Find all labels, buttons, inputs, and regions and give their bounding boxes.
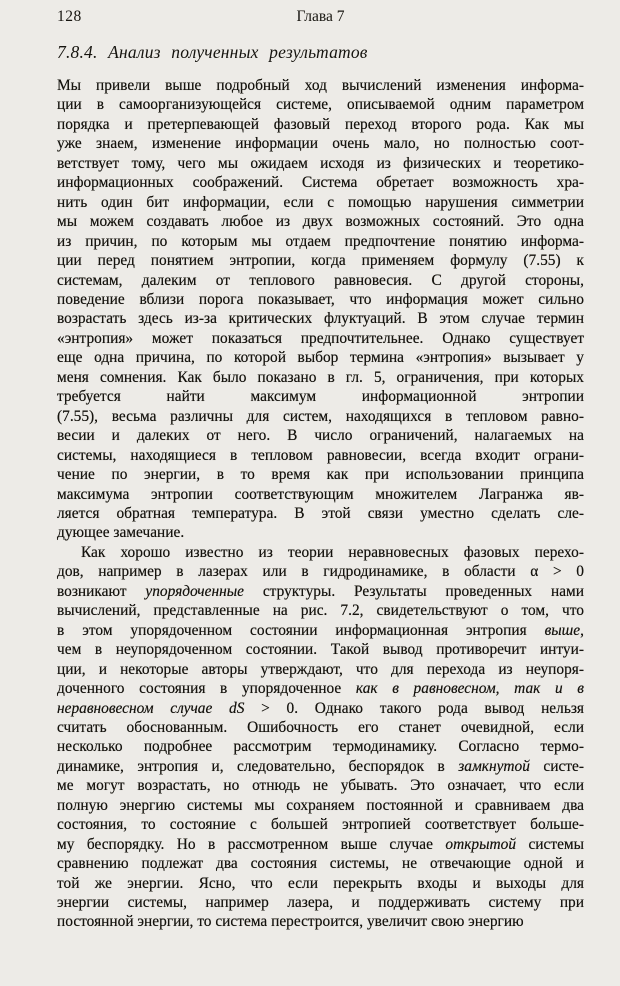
text-segment: энергии системы, например лазера, и поддерживать систему при: [57, 894, 584, 912]
text-segment: той же энергии. Ясно, что если перекрыть входы и выходы для: [57, 874, 584, 892]
page-content: [57, 0, 584, 932]
text-line: [57, 232, 584, 251]
page-header: [57, 8, 584, 28]
text-segment: Как хорошо известно из теории неравновесных фазовых перехо-: [81, 543, 584, 561]
text-segment: постоянной энергии, то система перестроится, увеличит свою энергию: [57, 913, 524, 931]
text-segment: уже знаем, изменение информации очень мало, но полностью соот-: [57, 135, 584, 153]
text-line: [57, 912, 584, 931]
text-segment: Мы привели выше подробный ход вычислений изменения информа-: [57, 77, 584, 94]
text-segment: дов, например в лазерах или в гидродинамике, в области α > 0: [57, 563, 584, 581]
text-segment: порядка и претерпевающей фазовый переход второго рода. Как мы: [57, 115, 584, 133]
text-line: [57, 737, 584, 756]
emphasized-text: выше: [544, 621, 581, 639]
text-line: [57, 582, 584, 601]
text-segment: ции перед понятием энтропии, когда применяем формулу (7.55) к: [57, 252, 584, 270]
text-line: [57, 815, 584, 834]
text-segment: из причин, по которым мы отдаем предпочтение понятию информа-: [57, 232, 584, 250]
text-segment: еще одна причина, по которой выбор термина «энтропия» вызывает у: [57, 349, 584, 367]
text-line: [57, 212, 584, 231]
text-segment: чем в неупорядоченном состоянии. Такой вывод противоречит интуи-: [57, 641, 584, 659]
text-segment: состояния, то состояние с большей энтропией соответствует больше-: [57, 816, 584, 834]
emphasized-text: как в равновесном, так и в: [355, 680, 584, 698]
text-segment: системы, находящиеся в тепловом равновесии, всегда входит ограни-: [57, 446, 584, 464]
text-segment: информационных соображений. Система обретает возможность хра-: [57, 174, 584, 192]
text-segment: ,: [580, 621, 584, 639]
text-line: [57, 387, 584, 406]
text-segment: системам, далеким от теплового равновесия. С другой стороны,: [57, 271, 584, 289]
running-header: Глава 7: [296, 8, 345, 25]
text-segment: в этом упорядоченном состоянии информационная энтропия: [57, 621, 545, 639]
text-line: [57, 776, 584, 795]
text-line: [57, 95, 584, 114]
text-segment: ции, и некоторые авторы утверждают, что для перехода из неупоря-: [57, 660, 584, 678]
emphasized-text: замкнутой: [458, 757, 530, 775]
paragraph: [57, 543, 584, 932]
text-line: [57, 309, 584, 328]
text-line: [57, 134, 584, 153]
text-line: [57, 329, 584, 348]
text-line: [57, 271, 584, 290]
text-segment: (7.55), весьма различны для систем, находящихся в тепловом равно-: [57, 407, 584, 425]
emphasized-text: неравновесном случае dS: [57, 699, 245, 717]
text-line: [57, 368, 584, 387]
text-line: [57, 407, 584, 426]
text-segment: динамике, энтропия и, следовательно, беспорядок в: [57, 757, 459, 775]
text-line: [57, 485, 584, 504]
text-line: [57, 621, 584, 640]
text-line: [57, 854, 584, 873]
text-segment: «энтропия» может показаться предпочтительнее. Однако существует: [57, 329, 584, 347]
text-line: [57, 115, 584, 134]
text-line: [57, 543, 584, 562]
text-line: [57, 718, 584, 737]
text-segment: ляется обратная температура. В этой связи уместно сделать сле-: [57, 504, 584, 522]
text-segment: весии и далеких от него. В число ограничений, налагаемых на: [57, 427, 584, 445]
text-segment: возникают: [57, 582, 146, 600]
text-segment: ме могут возрастать, но отнюдь не убывать. Это означает, что если: [57, 777, 584, 795]
text-line: [57, 348, 584, 367]
emphasized-text: упорядоченные: [145, 582, 245, 600]
text-segment: чение по энергии, в то время как при использовании принципа: [57, 466, 584, 484]
text-line: [57, 601, 584, 620]
text-line: [57, 757, 584, 776]
emphasized-text: открытой: [445, 835, 517, 853]
text-line: [57, 699, 584, 718]
text-line: [57, 640, 584, 659]
text-line: [57, 193, 584, 212]
text-line: [57, 835, 584, 854]
text-line: [57, 290, 584, 309]
text-line: [57, 893, 584, 912]
body-text: [57, 76, 584, 932]
text-segment: структуры. Результаты проведенных нами: [244, 582, 584, 600]
text-segment: считать обоснованным. Ошибочность его станет очевидной, если: [57, 718, 584, 736]
text-segment: дующее замечание.: [57, 524, 185, 542]
section-heading: 7.8.4. Анализ полученных результатов: [57, 42, 368, 62]
text-segment: ции в самоорганизующейся системе, описываемой одним параметром: [57, 96, 584, 114]
text-segment: мы можем создавать любое из двух возможных состояний. Это одна: [57, 213, 584, 231]
text-line: [57, 465, 584, 484]
text-line: [57, 660, 584, 679]
text-line: [57, 523, 584, 542]
text-segment: сравнению подлежат два состояния системы, не отвечающие одной и: [57, 855, 584, 873]
text-segment: системы: [516, 835, 584, 853]
text-line: [57, 154, 584, 173]
paragraph: [57, 76, 584, 543]
text-segment: > 0. Однако такого рода вывод нельзя: [244, 699, 584, 717]
text-line: [57, 562, 584, 581]
text-line: [57, 874, 584, 893]
text-segment: доченного состояния в упорядоченное: [57, 680, 356, 698]
page-number: 128: [57, 8, 82, 25]
text-segment: максимума энтропии соответствующим множителем Лагранжа яв-: [57, 485, 584, 503]
text-segment: нить один бит информации, если с помощью нарушения симметрии: [57, 193, 584, 211]
text-segment: меня сомнения. Как было показано в гл. 5, ограничения, при которых: [57, 368, 584, 386]
text-line: [57, 504, 584, 523]
text-segment: ветствует тому, чего мы ожидаем исходя из физических и теоретико-: [57, 154, 584, 172]
text-line: [57, 251, 584, 270]
text-segment: возрастать здесь из-за критических флуктуаций. В этом случае термин: [57, 310, 584, 328]
text-line: [57, 679, 584, 698]
text-line: [57, 446, 584, 465]
text-segment: вычислений, представленные на рис. 7.2, свидетельствуют о том, что: [57, 602, 584, 620]
text-line: [57, 76, 584, 95]
text-line: [57, 173, 584, 192]
text-segment: му беспорядку. Но в рассмотренном выше случае: [57, 835, 446, 853]
text-segment: полную энергию системы мы сохраняем постоянной и сравниваем два: [57, 796, 584, 814]
text-line: [57, 426, 584, 445]
text-segment: несколько подробнее рассмотрим термодинамику. Согласно термо-: [57, 738, 584, 756]
text-segment: требуется найти максимум информационной энтропии: [57, 388, 584, 406]
text-segment: систе-: [529, 757, 584, 775]
text-segment: поведение вблизи порога показывает, что информация может сильно: [57, 290, 584, 308]
text-line: [57, 796, 584, 815]
